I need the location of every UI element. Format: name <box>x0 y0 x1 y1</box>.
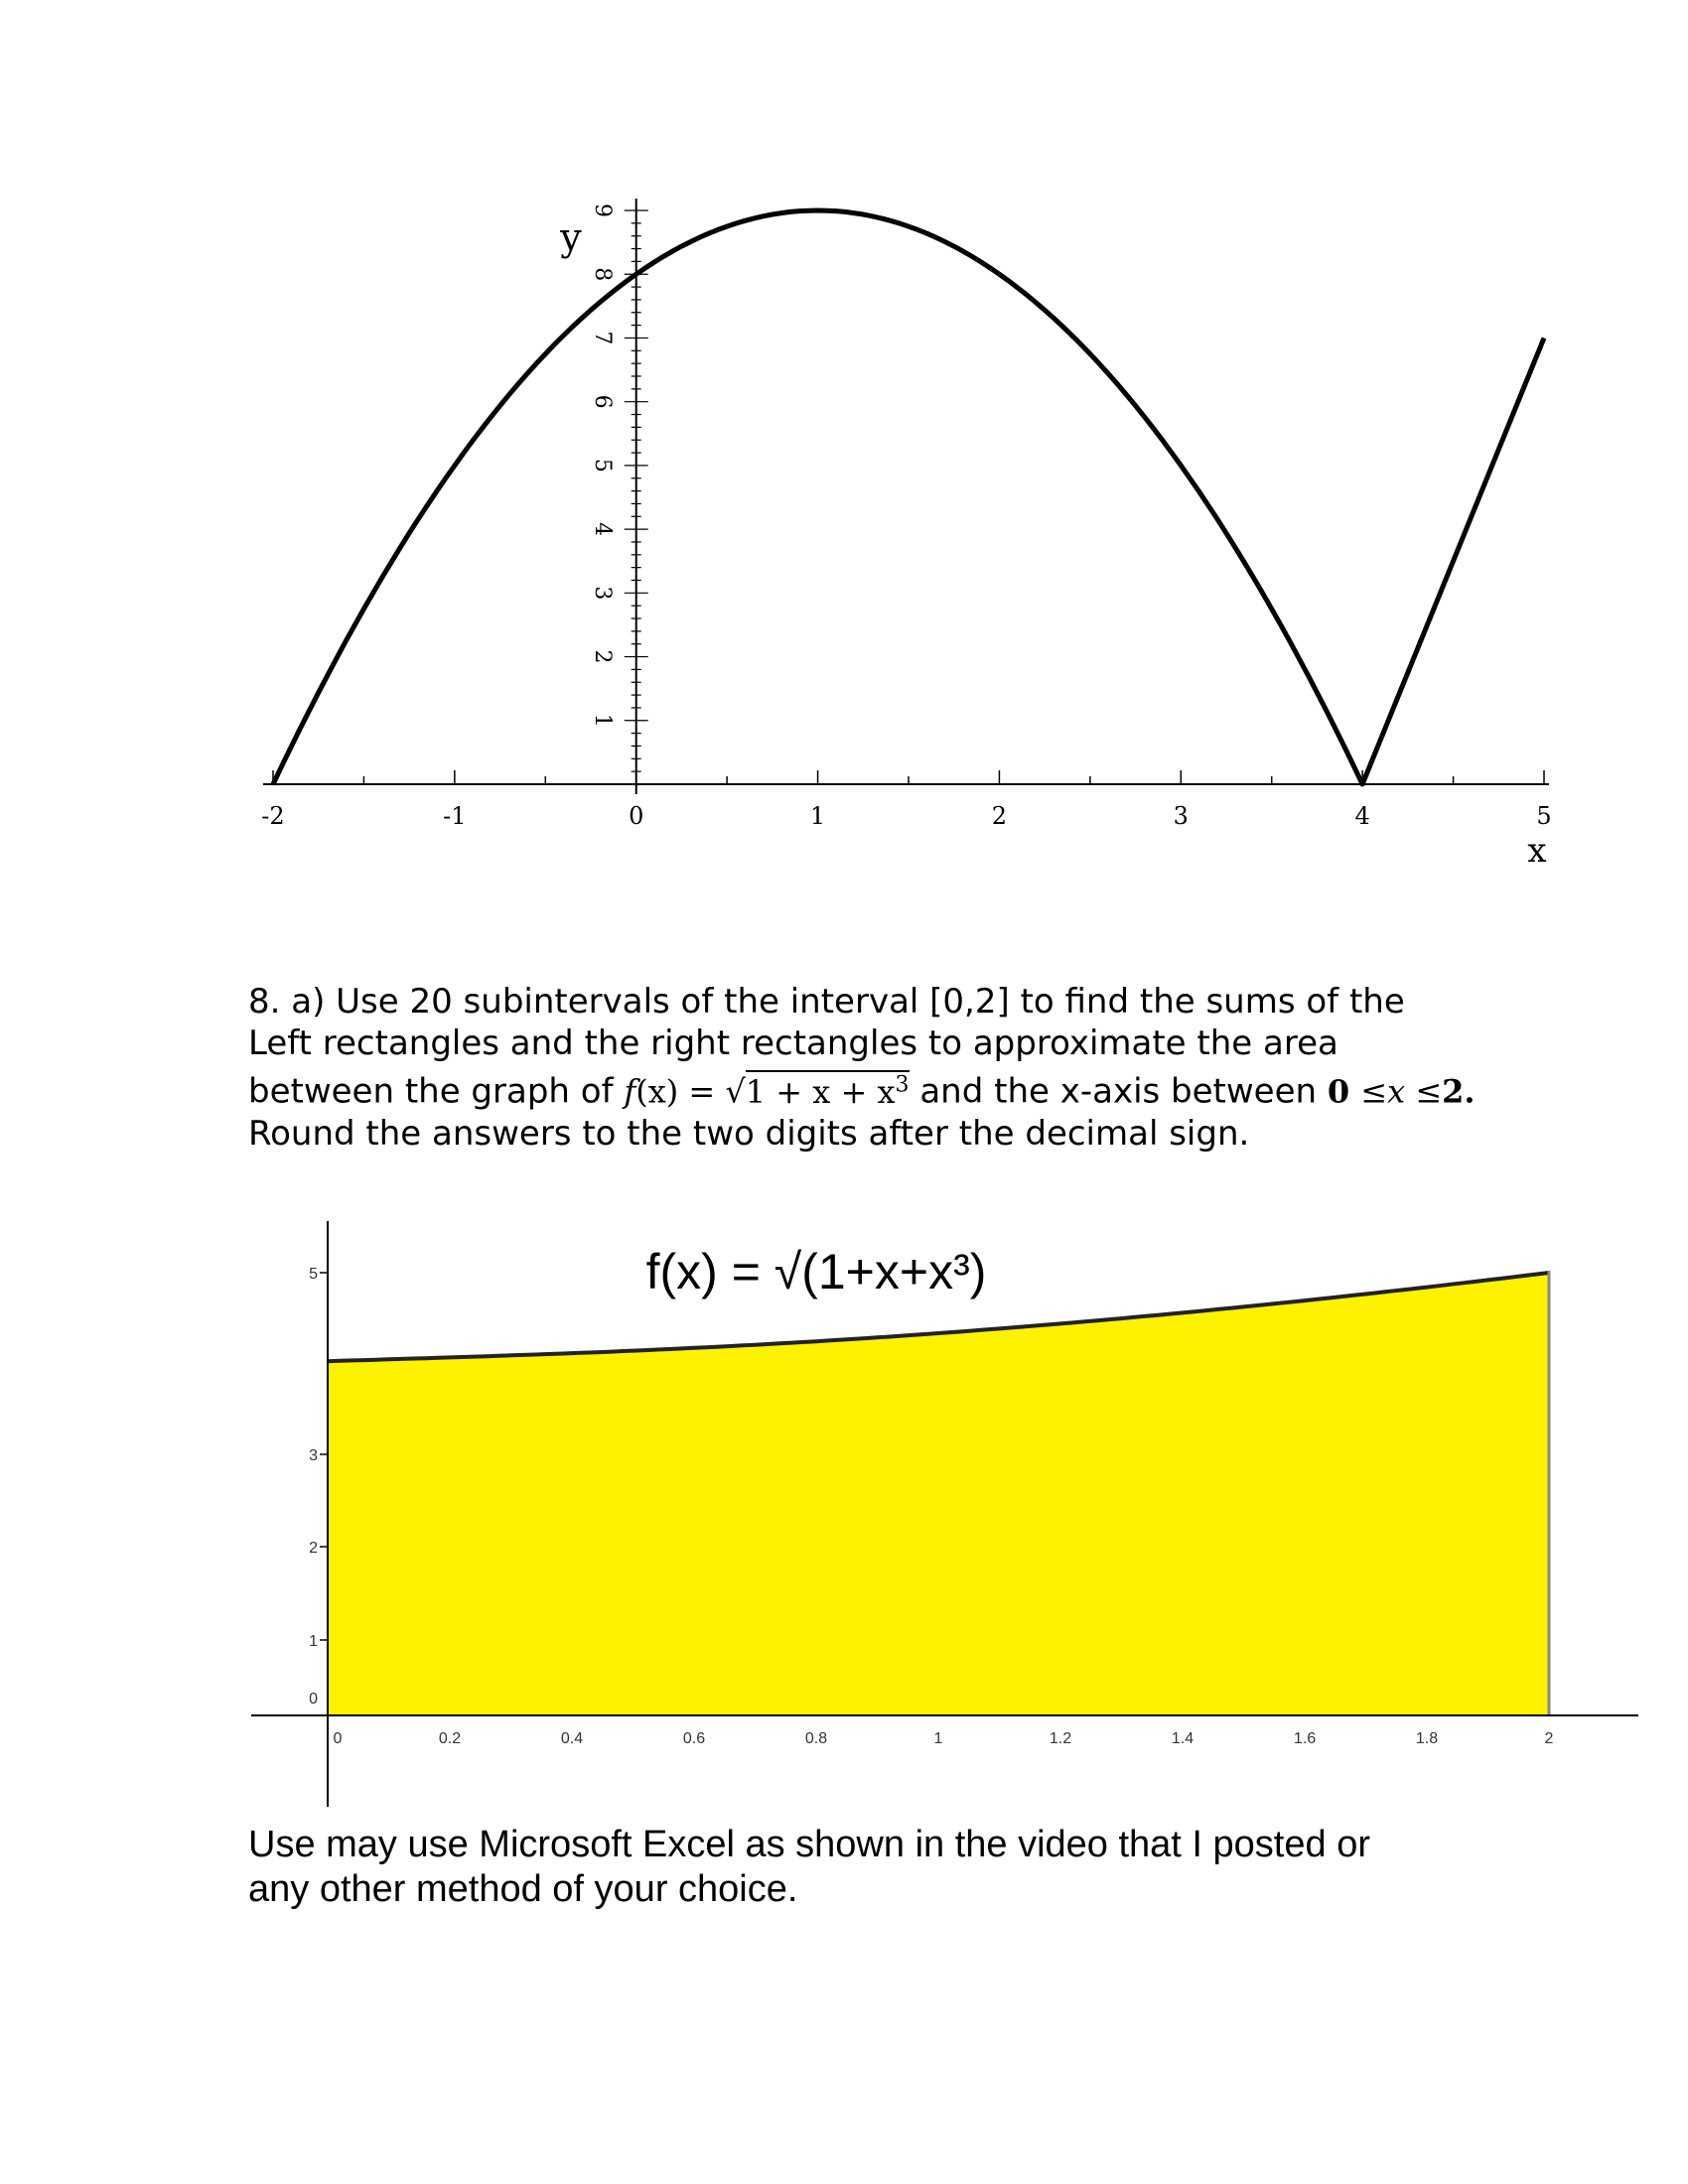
formula-radicand-text: 1 + x + x <box>745 1072 896 1111</box>
ineq-le-1: ≤ <box>1360 1072 1388 1111</box>
chart1-y-tick-label: 8 <box>590 267 616 282</box>
chart2-y-tick-label: 0 <box>309 1691 318 1707</box>
chart1-y-axis-label: y <box>560 215 582 259</box>
note-line-2: any other method of your choice. <box>248 1868 798 1910</box>
chart2-y-tick-label: 1 <box>309 1633 318 1650</box>
chart2-x-tick-label: 0 <box>333 1730 343 1747</box>
chart2-y-tick-label: 5 <box>309 1266 318 1283</box>
chart1-curve <box>273 210 1544 784</box>
problem-statement <box>248 981 1479 1155</box>
chart2-x-tick-label: 1 <box>933 1730 943 1747</box>
graph-chart <box>0 0 1688 893</box>
inequality <box>1328 1073 1476 1111</box>
problem-line-2: Left rectangles and the right rectangles to approximate the area <box>248 1024 1338 1063</box>
ineq-x: x <box>1387 1072 1406 1111</box>
chart1-y-tick-label: 5 <box>590 458 616 473</box>
chart1-x-tick-label: -1 <box>443 802 467 830</box>
chart1-y-tick-label: 1 <box>590 713 616 728</box>
chart1-y-tick-label: 3 <box>590 586 616 601</box>
chart2-x-tick-label: 0.6 <box>682 1730 706 1747</box>
ineq-le-2: ≤ <box>1405 1072 1443 1111</box>
chart2-title: f(x) = √(1+x+x³) <box>645 1244 987 1299</box>
chart1-y-tick-label: 9 <box>590 204 616 217</box>
formula-arg: (x) <box>635 1072 679 1111</box>
formula-equals: = <box>678 1072 726 1111</box>
chart2-x-tick-label: 1.8 <box>1415 1730 1439 1747</box>
ineq-lower: 0 <box>1327 1072 1361 1111</box>
chart1-x-axis-label: x <box>1527 831 1547 871</box>
chart1-y-tick-label: 6 <box>590 394 616 409</box>
chart2-x-tick-label: 1.4 <box>1171 1730 1195 1747</box>
area-chart <box>0 1191 1688 1827</box>
chart2-x-tick-label: 0.2 <box>438 1730 462 1747</box>
formula-f: f <box>624 1072 636 1111</box>
chart2-x-tick-label: 1.6 <box>1293 1730 1317 1747</box>
chart1-y-tick-label: 4 <box>590 522 616 537</box>
chart1-x-tick-label: -2 <box>261 802 285 830</box>
chart1-y-tick-label: 7 <box>590 331 616 345</box>
chart1-axes <box>263 199 1549 794</box>
chart1-x-tick-label: 5 <box>1536 802 1552 830</box>
problem-line-3-start: between the graph of <box>248 1071 625 1112</box>
problem-line-3-mid: and the x-axis between <box>909 1071 1328 1112</box>
function-formula: $f(x) = √1 + x + x^3$ <box>624 1070 909 1111</box>
note-line-1: Use may use Microsoft Excel as shown in the video that I posted or <box>248 1824 1370 1865</box>
note-text <box>248 1823 1539 1912</box>
chart1-ticks <box>273 210 1544 784</box>
problem-line-3 <box>248 1064 1479 1113</box>
chart2-y-tick-label: 2 <box>309 1540 318 1557</box>
problem-line-1: 8. a) Use 20 subintervals of the interval [0,2] to find the sums of the <box>248 982 1405 1022</box>
formula-exponent: 3 <box>895 1072 910 1097</box>
chart1-y-tick-label: 2 <box>590 649 616 664</box>
chart2-y-tick-label: 3 <box>309 1447 318 1464</box>
chart2-x-tick-label: 1.2 <box>1049 1730 1072 1747</box>
chart1-x-tick-label: 3 <box>1173 802 1189 830</box>
chart1-tick-labels <box>261 204 1551 830</box>
ineq-upper: 2. <box>1442 1072 1476 1111</box>
chart2-x-tick-label: 2 <box>1544 1730 1554 1747</box>
chart2-x-tick-label: 0.8 <box>804 1730 828 1747</box>
chart1-x-tick-label: 4 <box>1354 802 1370 830</box>
chart2-x-tick-label: 0.4 <box>560 1730 584 1747</box>
chart1-x-tick-label: 2 <box>991 802 1008 830</box>
chart2-area-fill <box>328 1273 1549 1715</box>
chart1-x-tick-label: 1 <box>809 802 826 830</box>
formula-radicand <box>746 1070 910 1111</box>
problem-line-4: Round the answers to the two digits after the decimal sign. <box>248 1113 1250 1154</box>
chart1-x-tick-label: 0 <box>629 802 644 830</box>
